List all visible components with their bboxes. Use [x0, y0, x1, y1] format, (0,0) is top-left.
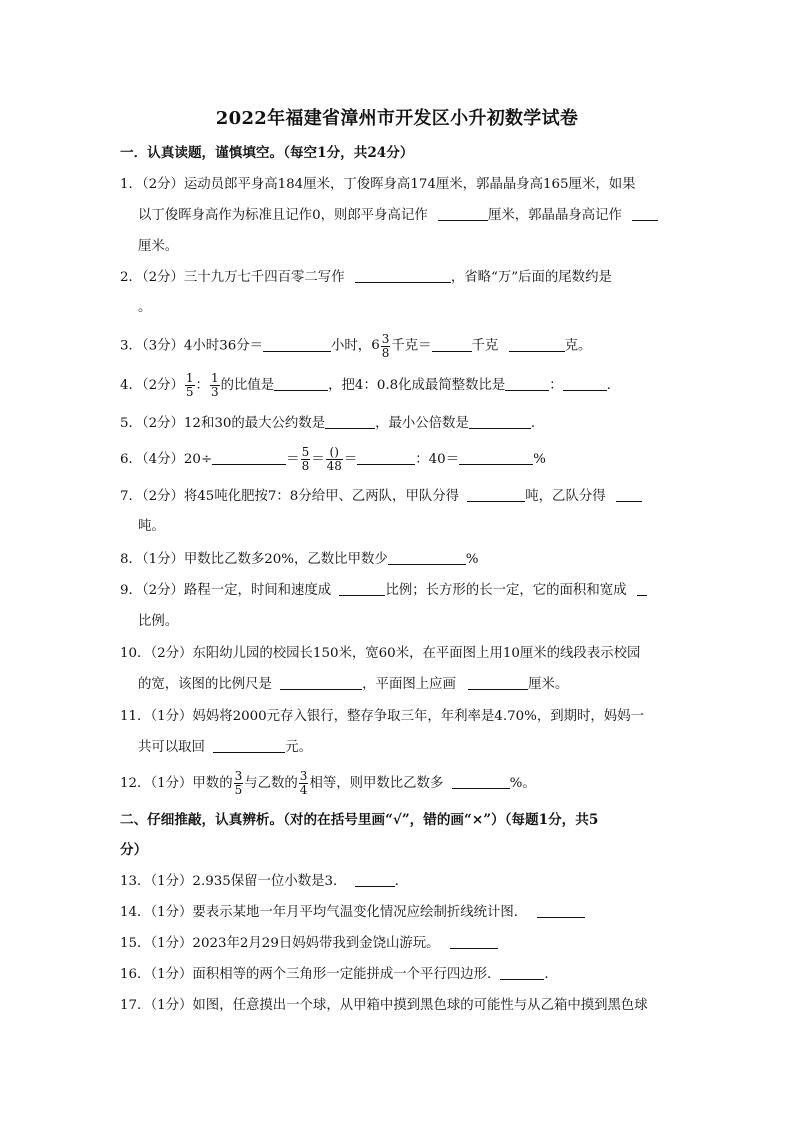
- q10-text-a: 的宽，该图的比例尺是: [138, 677, 272, 692]
- fraction: $\frac{3}{8}$: [381, 331, 390, 360]
- q5-text-a: 5．（2分）12和30的最大公约数是: [120, 416, 326, 431]
- question-10-line-1: 10．（2分）东阳幼儿园的校园长150米，宽60米，在平面图上用10厘米的线段表示校园: [120, 646, 641, 661]
- q16-text-a: 16．（1分）面积相等的两个三角形一定能拼成一个平行四边形．: [120, 967, 501, 982]
- q4-text-b: 的比值是: [220, 378, 275, 393]
- fraction: $\frac{1}{5}$: [185, 371, 194, 399]
- question-6: [120, 445, 676, 475]
- q6-text-c: %: [533, 452, 546, 467]
- question-1-line-1: 1．（2分）运动员郎平身高184厘米，丁俊晖身高174厘米，郭晶晶身高165厘米，如果: [120, 177, 636, 192]
- answer-blank[interactable]: [432, 335, 472, 352]
- page-title: 2022年福建省漳州市开发区小升初数学试卷: [215, 108, 579, 129]
- answer-blank[interactable]: [452, 772, 510, 789]
- answer-blank[interactable]: [505, 374, 549, 391]
- q5-text-c: .: [530, 416, 536, 431]
- fraction: $\frac{5}{8}$: [301, 445, 310, 473]
- answer-blank[interactable]: [632, 204, 658, 221]
- answer-blank[interactable]: [509, 335, 565, 352]
- ratio-colon: ：: [195, 378, 209, 393]
- q8-text-b: %: [465, 552, 479, 567]
- q15-text-a: 15．（1分）2023年2月29日妈妈带我到金饶山游玩。: [120, 936, 440, 951]
- answer-blank[interactable]: [388, 548, 466, 565]
- q2-text-b: ，省略“万”后面的尾数约是: [450, 270, 612, 285]
- q6-eq-3: ＝: [343, 452, 358, 467]
- answer-blank[interactable]: [563, 374, 607, 391]
- answer-blank[interactable]: [339, 579, 385, 596]
- question-17-line-1: 17．（1分）如图，任意摸出一个球，从甲箱中摸到黑色球的可能性与从乙箱中摸到黑色球: [120, 998, 648, 1013]
- question-13: [120, 867, 676, 897]
- answer-blank[interactable]: [500, 963, 544, 980]
- q3-text-e: 克。: [564, 338, 592, 354]
- fraction: $\frac{3}{4}$: [299, 769, 308, 797]
- answer-blank[interactable]: [616, 485, 642, 502]
- answer-blank[interactable]: [450, 932, 498, 949]
- q16-text-b: .: [544, 967, 549, 982]
- q3-text-b: 小时，: [331, 338, 372, 354]
- question-15: [120, 929, 676, 959]
- q4-text-d: ：: [549, 378, 563, 393]
- question-5: [120, 409, 676, 439]
- question-2-line-1: [120, 263, 676, 293]
- answer-blank[interactable]: [212, 448, 286, 465]
- question-1-line-2: [138, 201, 678, 231]
- q4-text-a: 4．（2分）: [120, 378, 184, 393]
- q8-text-a: 8．（1分）甲数比乙数多20%，乙数比甲数少: [120, 552, 388, 567]
- mixed-number-int: 6: [371, 338, 380, 353]
- answer-blank[interactable]: [468, 673, 528, 690]
- q2-text-a: 2．（2分）三十九万七千四百零二写作: [120, 270, 345, 285]
- q12-text-c: 相等，则甲数比乙数多: [309, 776, 444, 791]
- answer-blank[interactable]: [274, 374, 328, 391]
- question-14: [120, 898, 676, 928]
- answer-blank[interactable]: [355, 870, 395, 887]
- q1-text-b: 厘米，郭晶晶身高记作: [488, 208, 622, 223]
- q3-text-a: 3．（3分）4小时36分＝: [120, 338, 264, 354]
- q6-eq-2: ＝: [311, 452, 325, 467]
- question-12: [120, 769, 676, 799]
- q10-text-c: 厘米。: [528, 677, 569, 692]
- answer-blank[interactable]: [213, 736, 285, 753]
- section-2-heading-line-2: 分）: [120, 842, 148, 858]
- answer-blank[interactable]: [637, 579, 647, 596]
- question-10-line-2: [138, 670, 678, 700]
- answer-blank[interactable]: [459, 448, 533, 465]
- question-3: [120, 331, 676, 362]
- q5-text-b: ，最小公倍数是: [375, 416, 469, 431]
- q3-text-d: 千克: [471, 338, 499, 354]
- answer-blank[interactable]: [537, 901, 585, 918]
- q6-eq-1: ＝: [286, 452, 300, 467]
- q9-text-a: 9．（2分）路程一定，时间和速度成: [120, 583, 332, 598]
- q11-text-a: 共可以取回: [138, 740, 205, 755]
- question-7-line-1: [120, 482, 676, 512]
- answer-blank[interactable]: [438, 204, 488, 221]
- q9-text-b: 比例；长方形的长一定，它的面积和宽成: [385, 583, 627, 598]
- q4-text-c: ，把4：0.8化成最简整数比是: [328, 378, 506, 393]
- q7-text-a: 7．（2分）将45吨化肥按7：8分给甲、乙两队，甲队分得: [120, 489, 460, 504]
- q13-text-a: 13．（1分）2.935保留一位小数是3．: [120, 874, 347, 889]
- answer-blank[interactable]: [325, 412, 375, 429]
- answer-blank[interactable]: [263, 335, 331, 352]
- question-2-line-2: 。: [138, 300, 152, 315]
- q11-text-b: 元。: [285, 740, 312, 755]
- q3-text-c: 千克＝: [391, 338, 432, 354]
- question-4: [120, 371, 676, 401]
- section-2-heading-line-1: 二、仔细推敲，认真辨析。（对的在括号里画“√”，错的画“×”）（每题1分，共5: [120, 812, 599, 828]
- fraction: $\frac{1}{3}$: [210, 371, 219, 399]
- section-1-heading: 一．认真读题，谨慎填空。（每空1分，共24分）: [120, 145, 414, 161]
- q1-text-a: 以丁俊晖身高作为标准且记作0，则郎平身高记作: [138, 208, 428, 223]
- q14-text-a: 14．（1分）要表示某地一年月平均气温变化情况应绘制折线统计图．: [120, 905, 528, 920]
- q4-text-e: .: [606, 378, 611, 393]
- question-7-line-2: 吨。: [138, 519, 165, 534]
- answer-blank[interactable]: [467, 485, 525, 502]
- q6-text-a: 6．（4分）20÷: [120, 452, 213, 467]
- question-1-line-3: 厘米。: [138, 239, 179, 254]
- question-8: [120, 545, 676, 575]
- q10-text-b: ，平面图上应画: [362, 677, 456, 692]
- answer-blank[interactable]: [280, 673, 362, 690]
- q13-text-b: .: [394, 874, 399, 889]
- question-16: [120, 960, 676, 990]
- q7-text-b: 吨，乙队分得: [525, 489, 606, 504]
- q6-text-b: ：40＝: [415, 452, 460, 467]
- q12-text-d: %。: [509, 776, 536, 791]
- fraction: $\frac{()}{48}$: [326, 445, 342, 473]
- question-9-line-2: 比例。: [138, 614, 179, 629]
- answer-blank[interactable]: [357, 448, 415, 465]
- question-11-line-2: [138, 733, 678, 763]
- fraction: $\frac{3}{5}$: [234, 769, 243, 797]
- answer-blank[interactable]: [355, 266, 451, 283]
- q12-text-b: 与乙数的: [244, 776, 298, 791]
- answer-blank[interactable]: [469, 412, 531, 429]
- q12-text-a: 12．（1分）甲数的: [120, 776, 233, 791]
- question-9-line-1: [120, 576, 676, 606]
- question-11-line-1: 11．（1分）妈妈将2000元存入银行，整存争取三年，年利率是4.70%，到期时，妈妈一: [120, 709, 644, 724]
